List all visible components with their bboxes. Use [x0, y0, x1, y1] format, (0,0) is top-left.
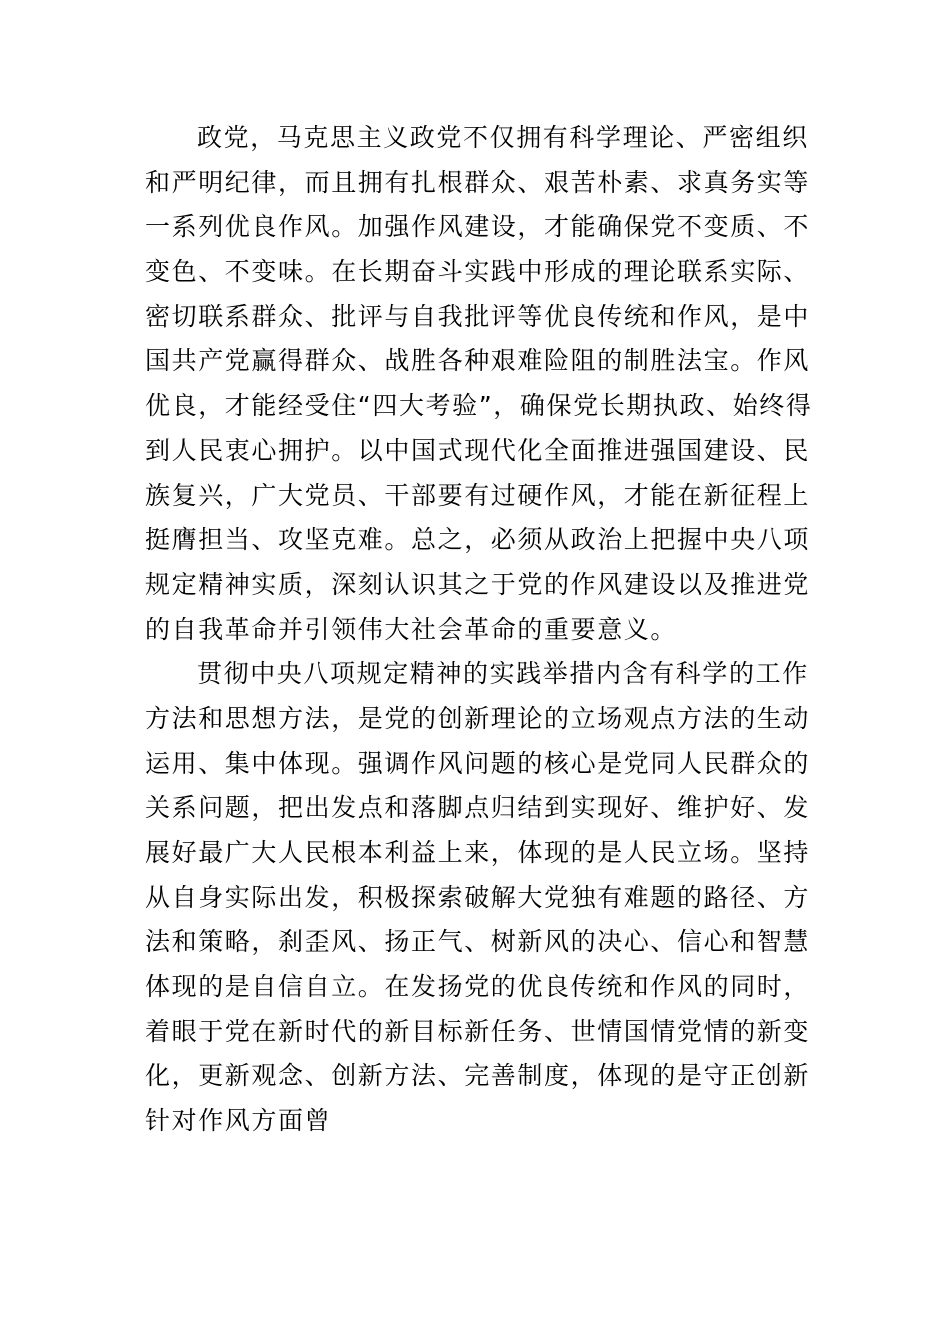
- text-line: 从自身实际出发，积极探索破解大党独有难题的路径、方: [145, 882, 811, 912]
- text-line: 的自我革命并引领伟大社会革命的重要意义。: [145, 614, 678, 644]
- text-line: 针对作风方面曾: [145, 1106, 332, 1136]
- text-line: 密切联系群众、批评与自我批评等优良传统和作风，是中: [145, 301, 811, 331]
- paragraph-1: [145, 116, 813, 652]
- text-line: 一系列优良作风。加强作风建设，才能确保党不变质、不: [145, 212, 811, 242]
- text-line: 贯彻中央八项规定精神的实践举措内含有科学的工作: [197, 659, 809, 689]
- text-line: 变色、不变味。在长期奋斗实践中形成的理论联系实际、: [145, 257, 811, 287]
- text-line: 挺膺担当、攻坚克难。总之，必须从政治上把握中央八项: [145, 525, 811, 555]
- text-line: 族复兴，广大党员、干部要有过硬作风，才能在新征程上: [145, 480, 811, 510]
- text-line: 法和策略，刹歪风、扬正气、树新风的决心、信心和智慧: [145, 927, 811, 957]
- text-line: 体现的是自信自立。在发扬党的优良传统和作风的同时，: [145, 972, 811, 1002]
- text-line: 展好最广大人民根本利益上来，体现的是人民立场。坚持: [145, 838, 811, 867]
- text-line: 方法和思想方法，是党的创新理论的立场观点方法的生动: [145, 703, 811, 733]
- text-line: 化，更新观念、创新方法、完善制度，体现的是守正创新: [145, 1061, 811, 1091]
- text-line: 优良，才能经受住“四大考验”，确保党长期执政、始终得: [145, 391, 813, 421]
- text-line: 政党，马克思主义政党不仅拥有科学理论、严密组织: [197, 123, 809, 152]
- paragraph-2: [145, 652, 811, 1144]
- text-line: 关系问题，把出发点和落脚点归结到实现好、维护好、发: [145, 793, 811, 823]
- text-line: 到人民衷心拥护。以中国式现代化全面推进强国建设、民: [145, 435, 811, 465]
- text-line: 运用、集中体现。强调作风问题的核心是党同人民群众的: [145, 748, 811, 778]
- text-line: 规定精神实质，深刻认识其之于党的作风建设以及推进党: [145, 569, 811, 599]
- text-line: 着眼于党在新时代的新目标新任务、世情国情党情的新变: [145, 1016, 811, 1046]
- text-line: 和严明纪律，而且拥有扎根群众、艰苦朴素、求真务实等: [145, 167, 811, 197]
- text-line: 国共产党赢得群众、战胜各种艰难险阻的制胜法宝。作风: [145, 346, 811, 376]
- document-page: [145, 116, 813, 1144]
